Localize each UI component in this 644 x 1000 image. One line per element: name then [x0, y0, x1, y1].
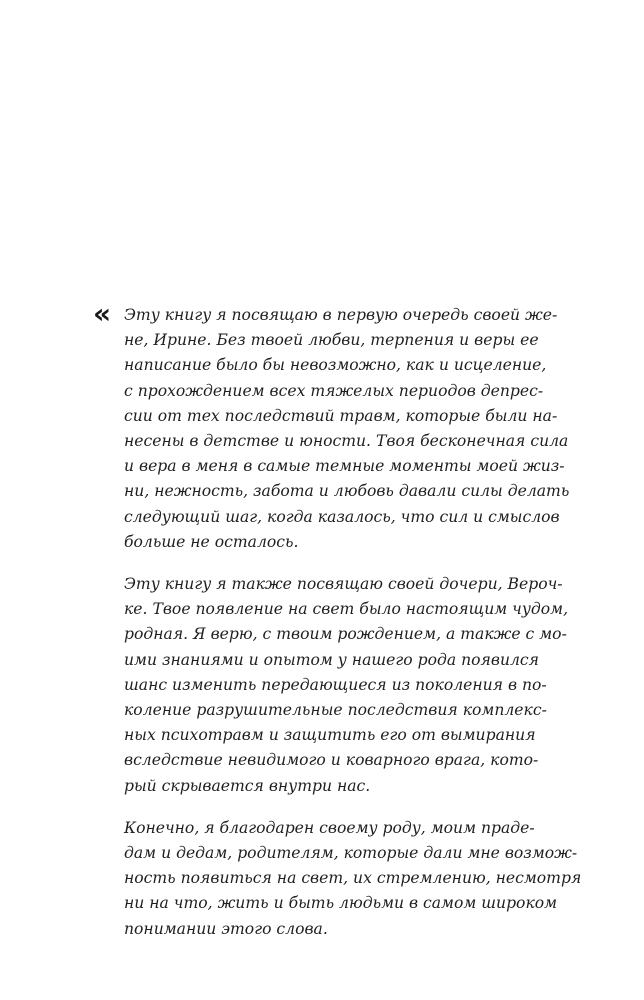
text-line: написание было бы невозможно, как и исцеление,	[124, 356, 547, 375]
text-line: вследствие невидимого и коварного врага, кото-	[124, 751, 539, 770]
text-line: несены в детстве и юности. Твоя бесконечная сила	[124, 432, 569, 451]
text-line: дам и дедам, родителям, которые дали мне возмож-	[124, 844, 578, 863]
text-line: родная. Я верю, с твоим рождением, а также с мо-	[124, 625, 567, 644]
text-line: Конечно, я благодарен своему роду, моим праде-	[124, 818, 535, 837]
opening-quote-mark-icon: «	[93, 297, 108, 330]
dedication-paragraph-daughter	[124, 572, 569, 799]
text-line: шанс изменить передающиеся из поколения в по-	[124, 675, 547, 694]
text-line: Эту книгу я посвящаю в первую очередь своей же-	[124, 306, 558, 324]
dedication-paragraph-ancestors	[124, 816, 582, 942]
text-line: Эту книгу я также посвящаю своей дочери, Вероч-	[124, 575, 563, 594]
dedication-text	[124, 303, 582, 959]
text-line: ность появиться на свет, их стремлению, несмотря	[124, 869, 582, 888]
text-line: сии от тех последствий травм, которые были на-	[124, 406, 558, 425]
text-line: понимании этого слова.	[124, 919, 328, 938]
text-line: не, Ирине. Без твоей любви, терпения и веры ее	[124, 331, 539, 350]
text-line: ных психотравм и защитить его от вымирания	[124, 726, 536, 745]
text-line: ни на что, жить и быть людьми в самом широком	[124, 894, 558, 913]
dedication-paragraph-wife	[124, 303, 570, 555]
text-line: ке. Твое появление на свет было настоящим чудом,	[124, 600, 569, 619]
text-line: ни, нежность, забота и любовь давали силы делать	[124, 482, 570, 501]
text-line: рый скрывается внутри нас.	[124, 776, 371, 795]
text-line: и вера в меня в самые темные моменты моей жиз-	[124, 457, 565, 476]
text-line: коление разрушительные последствия комплекс-	[124, 701, 547, 720]
text-line: больше не осталось.	[124, 532, 299, 551]
text-line: ими знаниями и опытом у нашего рода появился	[124, 650, 539, 669]
text-line: следующий шаг, когда казалось, что сил и смыслов	[124, 507, 560, 526]
text-line: с прохождением всех тяжелых периодов депрес-	[124, 381, 544, 400]
